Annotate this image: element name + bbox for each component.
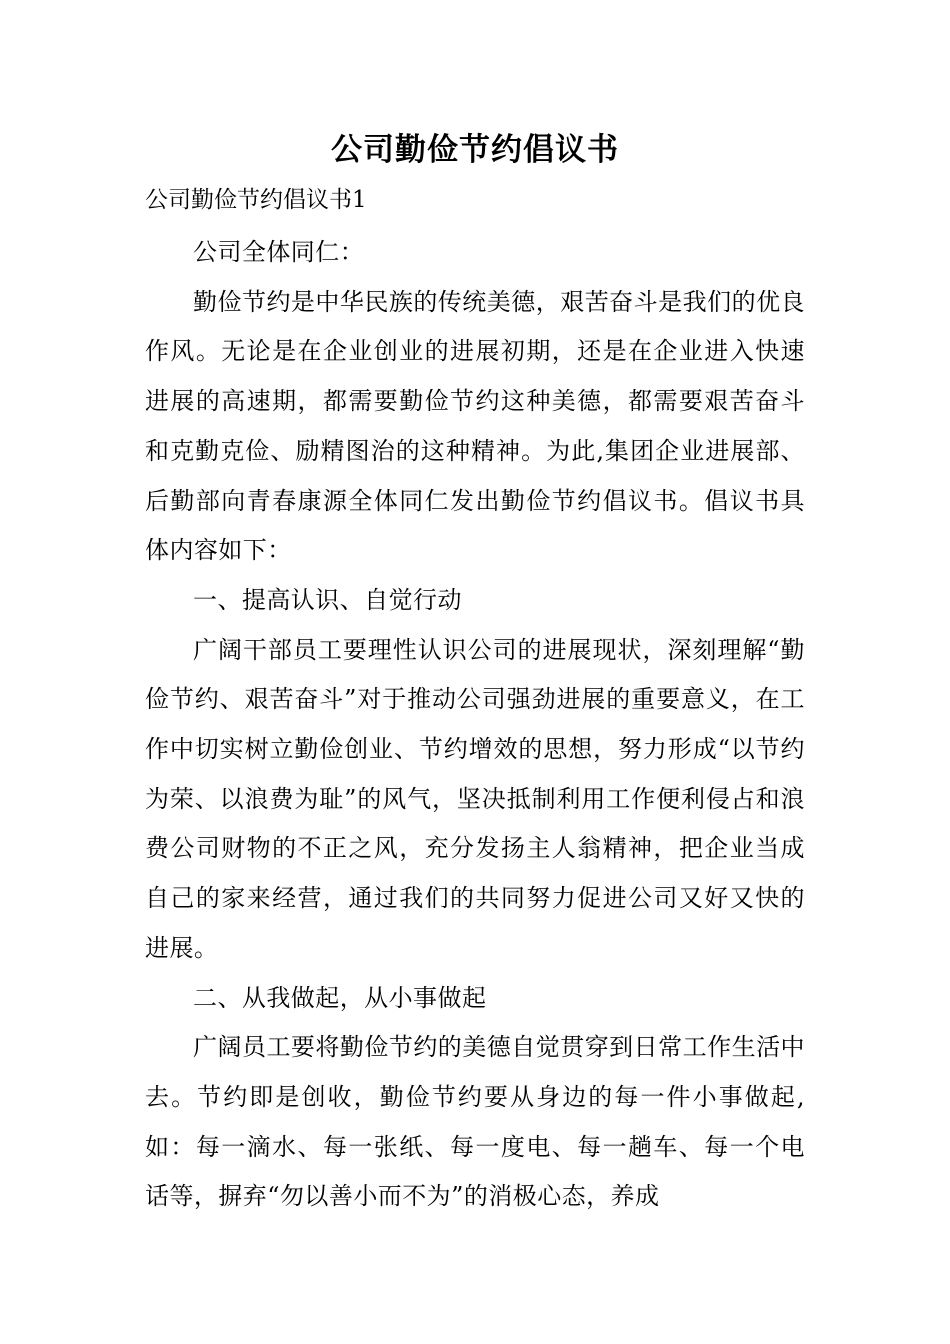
- paragraph-intro: 勤俭节约是中华民族的传统美德，艰苦奋斗是我们的优良作风。无论是在企业创业的进展初期，还是在企业进入快速进展的高速期，都需要勤俭节约这种美德，都需要艰苦奋斗和克勤克俭、励精图治的这种精神。为此,集团企业进展部、后勤部向青春康源全体同仁发出勤俭节约倡议书。倡议书具体内容如下：: [145, 287, 805, 565]
- salutation: 公司全体同仁：: [193, 238, 365, 266]
- section-heading-2: 二、从我做起，从小事做起: [193, 983, 487, 1012]
- document-title: 公司勤俭节约倡议书: [331, 132, 619, 168]
- paragraph-section-2: 广阔员工要将勤俭节约的美德自觉贯穿到日常工作生活中去。节约即是创收，勤俭节约要从身边的每一件小事做起,如：每一滴水、每一张纸、每一度电、每一趟车、每一个电话等，摒弃“勿以善小而不为”的消极心态，养成: [145, 1033, 805, 1211]
- document-subtitle: 公司勤俭节约倡议书1: [145, 187, 367, 213]
- section-heading-1: 一、提高认识、自觉行动: [193, 585, 462, 614]
- document-body: [145, 228, 805, 1222]
- paragraph-section-1: 广阔干部员工要理性认识公司的进展现状，深刻理解“勤俭节约、艰苦奋斗”对于推动公司强劲进展的重要意义，在工作中切实树立勤俭创业、节约增效的思想，努力形成“以节约为荣、以浪费为耻”的风气，坚决抵制利用工作便利侵占和浪费公司财物的不正之风，充分发扬主人翁精神，把企业当成自己的家来经营，通过我们的共同努力促进公司又好又快的进展。: [145, 635, 805, 962]
